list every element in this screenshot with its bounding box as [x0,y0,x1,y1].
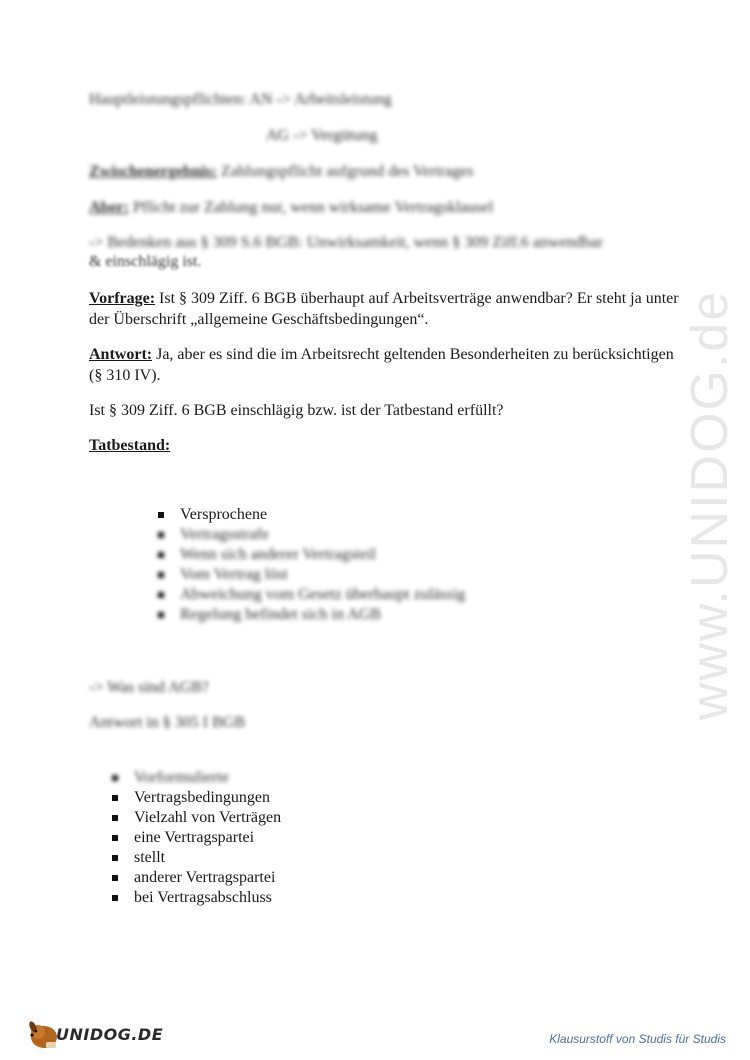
agb-question: -> Was sind AGB? [89,679,209,696]
list-item: anderer Vertragspartei [112,868,281,888]
blurred-line-1: Hauptleistungspflichten: AN -> Arbeitsleistung [89,91,392,108]
list-item: Versprochene [158,505,465,525]
aber-label: Aber: [89,199,129,216]
list-item: Abweichung vom Gesetz überhaupt zulässig [158,585,465,605]
antwort-label: Antwort: [89,346,153,363]
list-item: Vertragsstrafe [158,525,465,545]
question-paragraph: Ist § 309 Ziff. 6 BGB einschlägig bzw. ist der Tatbestand erfüllt? [89,402,504,419]
list-item: eine Vertragspartei [112,828,281,848]
list-item: bei Vertragsabschluss [112,888,281,908]
zwischenergebnis-text: Zahlungspflicht aufgrund des Vertrages [217,163,474,180]
vorfrage-label: Vorfrage: [89,290,156,307]
agb-answer: Antwort in § 305 I BGB [89,714,245,731]
list-item: Vielzahl von Verträgen [112,808,281,828]
blurred-line-2: AG -> Vergütung [266,127,378,144]
blurred-line-6: & einschlägig ist. [89,253,202,270]
antwort-paragraph [89,344,679,386]
watermark-text: www.UNIDOG.de [681,289,739,721]
agb-list [112,768,281,908]
aber-text: Pflicht zur Zahlung nur, wenn wirksame Vertragsklausel [128,199,494,216]
footer-tagline: Klausurstoff von Studis für Studis [549,1032,726,1046]
list-item: stellt [112,848,281,868]
logo-text: UNIDOG.DE [56,1025,164,1044]
list-item: Vom Vertrag löst [158,565,465,585]
blurred-line-5: -> Bedenken aus § 309 S.6 BGB: Unwirksamkeit, wenn § 309 Ziff.6 anwendbar [89,234,603,251]
tatbestand-list [158,505,465,625]
blurred-line-4 [89,198,493,218]
list-item: Regelung befindet sich in AGB [158,605,465,625]
antwort-text: Ja, aber es sind die im Arbeitsrecht geltenden Besonderheiten zu berücksichtigen (§ 310 IV). [89,346,674,384]
tatbestand-heading: Tatbestand: [89,437,171,454]
list-item: Vorformulierte [112,768,281,788]
vorfrage-paragraph [89,288,679,330]
vorfrage-text: Ist § 309 Ziff. 6 BGB überhaupt auf Arbeitsverträge anwendbar? Er steht ja unter der Überschrift „allgemeine Geschäftsbedingungen“. [89,290,679,328]
list-item: Vertragsbedingungen [112,788,281,808]
list-item: Wenn sich anderer Vertragsteil [158,545,465,565]
zwischenergebnis-label: Zwischenergebnis: [89,163,217,180]
blurred-line-3 [89,162,474,182]
